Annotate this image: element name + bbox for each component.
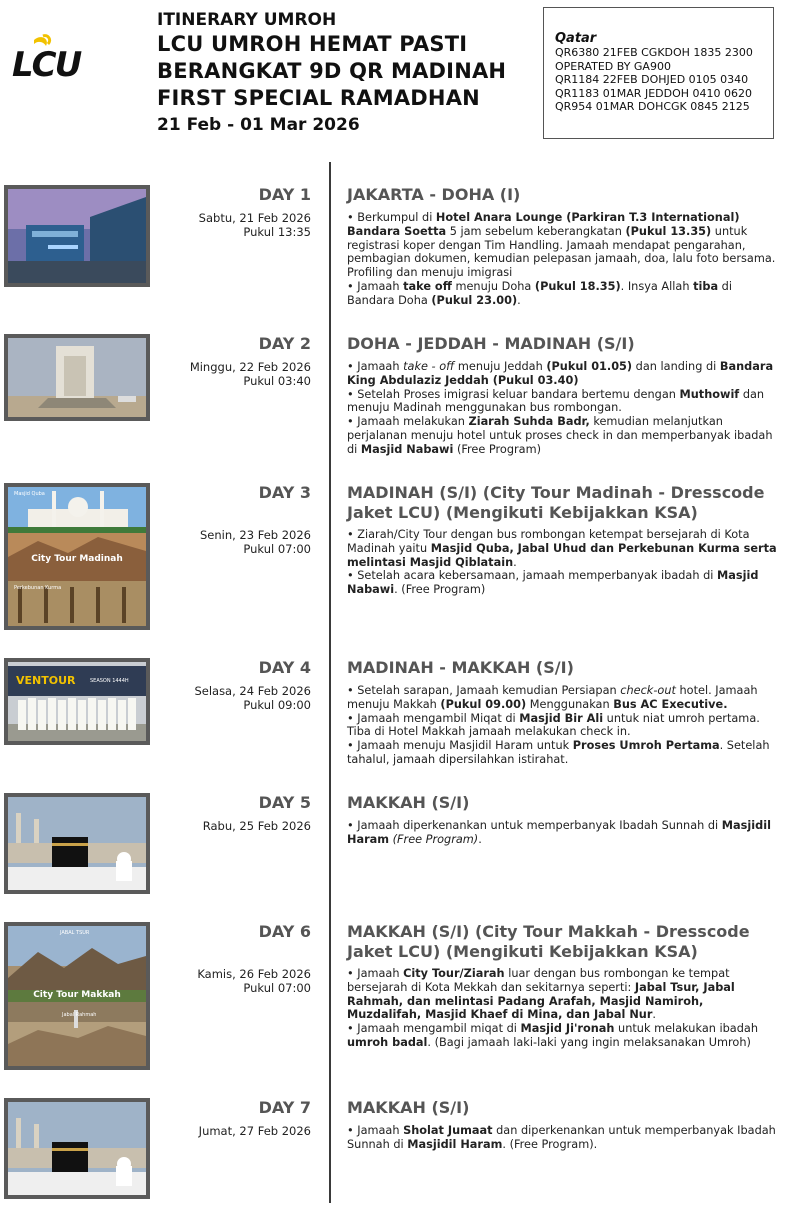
photo-caption: City Tour Makkah <box>33 990 121 1000</box>
day-label: DAY 6 <box>258 922 311 941</box>
text-segment: Menggunakan <box>526 697 614 711</box>
day-title: MAKKAH (S/I) <box>347 1098 470 1117</box>
photo-caption: Masjid Quba <box>14 491 45 497</box>
day-body <box>347 1124 779 1152</box>
bold-text: (Pukul 18.35) <box>534 279 621 293</box>
day3-city-tour-madinah-photo <box>4 483 150 630</box>
day-date-text: Sabtu, 21 Feb 2026 <box>198 211 311 225</box>
bold-text: Hotel Anara Lounge (Parkiran T.3 International) Bandara Soetta <box>347 211 740 238</box>
lcu-logo <box>10 34 88 80</box>
day-date <box>190 360 311 388</box>
bold-text: Jabal Tsur, Jabal Rahmah, dan melintasi Padang Arafah, Masjid Namiroh, Muzdalifah, Masjid Khaef di Mina, dan Jabal Nur <box>347 980 735 1022</box>
bullet-point <box>347 388 779 416</box>
text-segment: . <box>513 555 517 569</box>
header-dates: 21 Feb - 01 Mar 2026 <box>157 115 360 135</box>
text-segment: • Jamaah mengambil miqat di <box>347 1022 521 1036</box>
day5-kaaba-photo <box>4 793 150 894</box>
text-segment: 5 jam sebelum keberangkatan <box>446 224 626 238</box>
bullet-point <box>347 1124 779 1152</box>
day-time-text: Pukul 07:00 <box>243 981 311 995</box>
text-segment: dan diperkenankan untuk memperbanyak Ibadah Sunnah di <box>347 1124 776 1151</box>
day-date-text: Selasa, 24 Feb 2026 <box>194 684 311 698</box>
text-segment: menuju Doha <box>451 279 535 293</box>
day-title: MAKKAH (S/I) (City Tour Makkah - Dresscode Jaket LCU) (Mengikuti Kebijakkan KSA) <box>347 922 750 961</box>
day-body <box>347 211 779 308</box>
bold-text: Masjid Bir Ali <box>519 711 604 725</box>
text-segment: • Setelah sarapan, Jamaah kemudian Persiapan <box>347 684 621 697</box>
photo-caption: Perkebunan Kurma <box>14 585 62 591</box>
day-time-text: Pukul 09:00 <box>243 698 311 712</box>
flight-line: QR954 01MAR DOHCGK 0845 2125 <box>555 100 750 113</box>
logo-text: LCU <box>12 45 81 80</box>
italic-text: (Free Program) <box>392 832 479 846</box>
day-date-text: Rabu, 25 Feb 2026 <box>202 819 311 833</box>
bullet-point <box>347 967 779 1022</box>
bullet-point <box>347 739 779 767</box>
bold-text: Masjid Nabawi <box>360 442 454 456</box>
day-date <box>199 211 311 239</box>
text-segment: dan menuju Madinah menggunakan bus rombongan. <box>347 387 765 415</box>
day-body <box>347 684 779 767</box>
header-line-3: BERANGKAT 9D QR MADINAH <box>157 59 507 83</box>
bold-text: (Pukul 13.35) <box>625 224 712 238</box>
day-body <box>347 819 779 847</box>
bold-text: Bus AC Executive. <box>613 697 728 711</box>
header-line-1: ITINERARY UMROH <box>157 10 337 30</box>
text-segment: . (Free Program). <box>502 1137 598 1151</box>
bold-text: (Pukul 23.00) <box>431 293 518 307</box>
bold-text: (Pukul 09.00) <box>440 697 527 711</box>
text-segment: . Setelah tahalul, jamaah dipersilahkan istirahat. <box>347 739 770 766</box>
day-body <box>347 360 779 457</box>
day-title: DOHA - JEDDAH - MADINAH (S/I) <box>347 334 635 353</box>
day2-monument-photo <box>4 334 150 421</box>
photo-caption: Jabal Rahmah <box>62 1012 97 1018</box>
flight-line: OPERATED BY GA900 <box>555 59 671 73</box>
photo-caption: JABAL TSUR <box>60 930 90 936</box>
day-time-text: Pukul 03:40 <box>243 374 311 388</box>
day-date-text: Kamis, 26 Feb 2026 <box>197 967 311 981</box>
text-segment: • Setelah acara kebersamaan, jamaah memperbanyak ibadah di <box>347 569 717 583</box>
day-label: DAY 3 <box>258 483 311 502</box>
bold-text: Ziarah Suhda Badr, <box>468 415 590 429</box>
day-date <box>199 1124 311 1138</box>
text-segment: untuk registrasi koper dengan Tim Handling. Jamaah mendapat pengarahan, pembagian dokumen, kemudian pelepasan jamaah, doa, lalu foto bersama. Profiling dan menuju imigrasi <box>347 224 776 280</box>
day-date <box>194 684 311 712</box>
day-date-text: Jumat, 27 Feb 2026 <box>198 1124 311 1138</box>
bold-text: Masjid Quba, Jabal Uhud dan Perkebunan Kurma serta melintasi Masjid Qiblatain <box>347 541 777 569</box>
day-label: DAY 7 <box>258 1098 311 1117</box>
day-time-text: Pukul 07:00 <box>243 542 311 556</box>
day-label: DAY 2 <box>258 334 311 353</box>
day-date <box>200 528 311 556</box>
bold-text: umroh badal <box>347 1035 428 1049</box>
text-segment: (Free Program) <box>453 442 541 456</box>
text-segment: luar dengan bus rombongan ke tempat bersejarah di Kota Mekkah dan sekitarnya seperti: <box>347 967 730 994</box>
photo-caption: City Tour Madinah <box>31 554 123 564</box>
text-segment: . <box>478 832 482 846</box>
day-label: DAY 5 <box>258 793 311 812</box>
text-segment: • Setelah Proses imigrasi keluar bandara bertemu dengan <box>347 387 680 401</box>
day7-kaaba-photo <box>4 1098 150 1199</box>
text-segment: menuju Jeddah <box>454 360 547 373</box>
day-label: DAY 4 <box>258 658 311 677</box>
bold-text: Masjid Nabawi <box>347 569 759 597</box>
bold-text: Muthowif <box>679 387 740 401</box>
day4-group-photo <box>4 658 150 745</box>
day1-airport-photo <box>4 185 150 287</box>
photo-caption: SEASON 1444H <box>90 678 129 684</box>
day-title: MAKKAH (S/I) <box>347 793 470 812</box>
bullet-point <box>347 280 779 308</box>
bold-text: City Tour/Ziarah <box>403 967 505 980</box>
day-time-text: Pukul 13:35 <box>243 225 311 239</box>
bold-text: (Pukul 01.05) <box>546 360 633 373</box>
bold-text: Sholat Jumaat <box>403 1124 493 1137</box>
flight-carrier: Qatar <box>555 31 597 46</box>
bullet-point <box>347 211 779 280</box>
day-title: MADINAH - MAKKAH (S/I) <box>347 658 574 677</box>
flight-line: QR6380 21FEB CGKDOH 1835 2300 <box>555 46 753 59</box>
text-segment: • Jamaah mengambil Miqat di <box>347 711 520 725</box>
text-segment: . Insya Allah <box>620 279 694 293</box>
text-segment: • Jamaah <box>347 360 404 373</box>
bullet-point <box>347 569 779 597</box>
text-segment: . <box>517 293 521 307</box>
day-body <box>347 528 779 597</box>
day-date <box>197 967 311 995</box>
text-segment: • Ziarah/City Tour dengan bus rombongan ketempat bersejarah di Kota Madinah yaitu <box>347 528 750 555</box>
text-segment: • Jamaah diperkenankan untuk memperbanyak Ibadah Sunnah di <box>347 819 722 832</box>
day-date-text: Senin, 23 Feb 2026 <box>199 528 311 542</box>
text-segment: . (Bagi jamaah laki-laki yang ingin melaksanakan Umroh) <box>427 1035 751 1049</box>
bullet-point <box>347 415 779 456</box>
day6-city-tour-makkah-photo <box>4 922 150 1070</box>
header-line-2: LCU UMROH HEMAT PASTI <box>157 32 468 56</box>
day-title: MADINAH (S/I) (City Tour Madinah - Dresscode Jaket LCU) (Mengikuti Kebijakkan KSA) <box>347 483 765 522</box>
day-title: JAKARTA - DOHA (I) <box>347 185 521 204</box>
text-segment: . (Free Program) <box>394 583 486 597</box>
flight-line: QR1184 22FEB DOHJED 0105 0340 <box>555 73 749 86</box>
text-segment: kemudian melanjutkan perjalanan menuju hotel untuk proses check in dan memperbanyak ibadah di <box>347 415 773 456</box>
text-segment: • Jamaah <box>347 279 404 293</box>
timeline-divider <box>329 162 331 1203</box>
bold-text: Masjidil Haram <box>407 1137 503 1151</box>
text-segment: untuk niat umroh pertama. Tiba di Hotel Makkah jamaah melakukan check in. <box>347 711 760 739</box>
bullet-point <box>347 528 779 569</box>
italic-text: take - off <box>403 360 455 373</box>
text-segment: hotel. Jamaah menuju Makkah <box>347 684 758 711</box>
italic-text: check-out <box>620 684 676 697</box>
text-segment: untuk melakukan ibadah <box>614 1022 758 1036</box>
day-label: DAY 1 <box>258 185 311 204</box>
bold-text: take off <box>403 279 452 293</box>
text-segment: . <box>652 1008 656 1022</box>
text-segment: • Jamaah menuju Masjidil Haram untuk <box>347 739 573 753</box>
text-segment: • Berkumpul di <box>347 211 436 224</box>
bold-text: Masjidil Haram <box>347 819 771 846</box>
text-segment: dan landing di <box>632 360 720 373</box>
photo-caption: VENTOUR <box>16 674 76 687</box>
bullet-point <box>347 819 779 847</box>
text-segment: • Jamaah <box>347 967 404 980</box>
bold-text: tiba <box>693 279 719 293</box>
text-segment: di Bandara Doha <box>347 279 732 307</box>
bullet-point <box>347 684 779 712</box>
day-body <box>347 967 779 1050</box>
bullet-point <box>347 712 779 740</box>
bold-text: Masjid Ji'ronah <box>520 1022 615 1036</box>
header-line-4: FIRST SPECIAL RAMADHAN <box>157 86 480 110</box>
text-segment: • Jamaah melakukan <box>347 415 469 429</box>
itinerary-header <box>157 10 537 137</box>
bullet-point <box>347 360 779 388</box>
bullet-point <box>347 1022 779 1050</box>
flight-info-box <box>543 7 774 139</box>
text-segment: • Jamaah <box>347 1124 404 1137</box>
day-date-text: Minggu, 22 Feb 2026 <box>189 360 311 374</box>
day-date <box>203 819 311 833</box>
flight-line: QR1183 01MAR JEDDOH 0410 0620 <box>555 86 752 100</box>
bold-text: Proses Umroh Pertama <box>572 739 720 753</box>
bold-text: Bandara King Abdulaziz Jeddah (Pukul 03.40) <box>347 360 774 387</box>
